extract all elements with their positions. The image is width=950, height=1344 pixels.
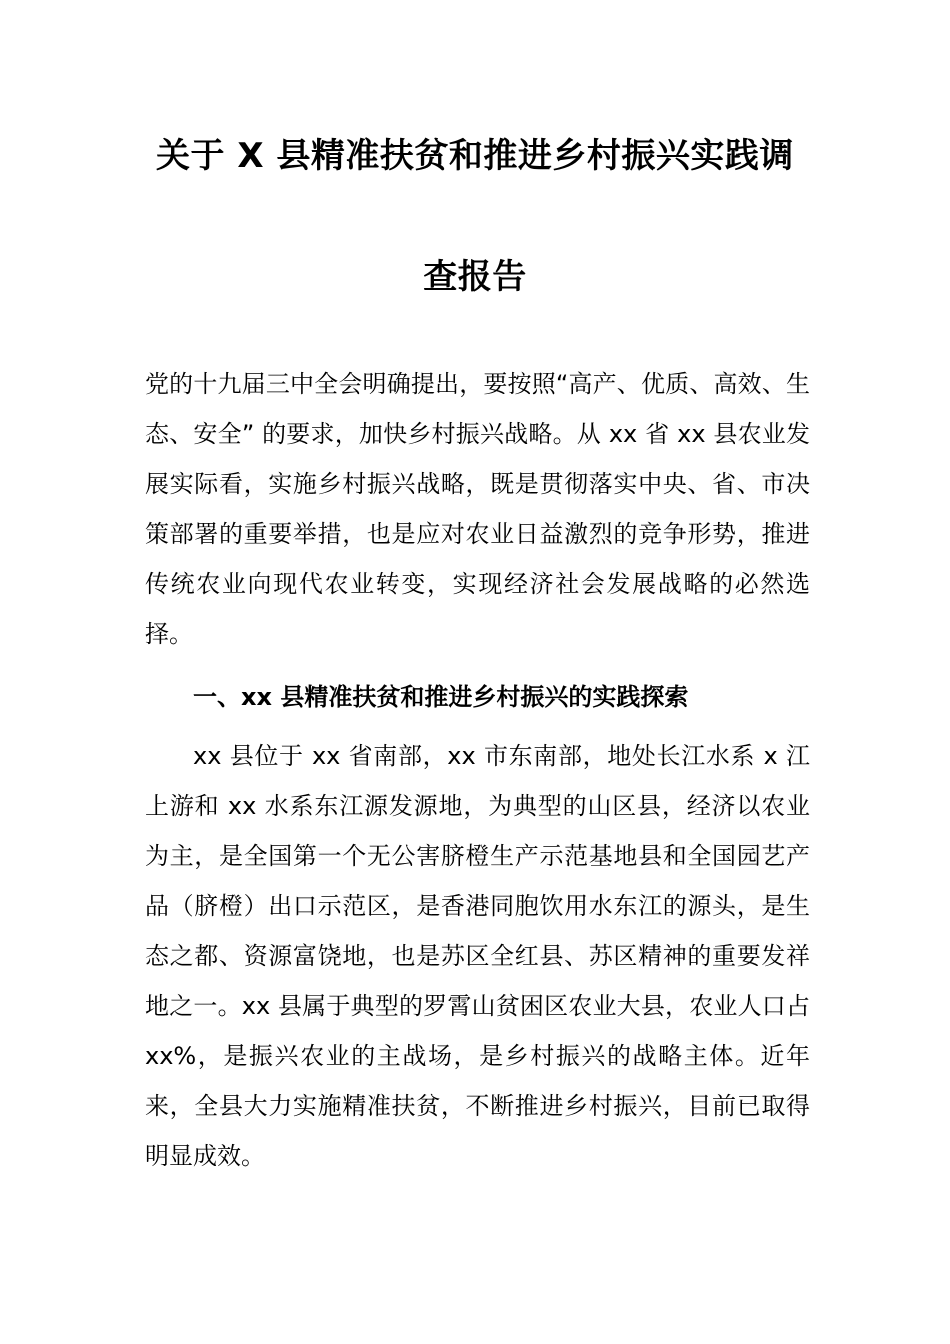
document-title-line-1: 关于 X 县精准扶贫和推进乡村振兴实践调: [156, 136, 794, 176]
section-1-paragraph: xx 县位于 xx 省南部，xx 市东南部，地处长江水系 x 江上游和 xx 水系东江源发源地，为典型的山区县，经济以农业为主，是全国第一个无公害脐橙生产示范基地县和全国园艺产品（脐橙）出口示范区，是香港同胞饮用水东江的源头，是生态之都、资源富饶地，也是苏区全红县、苏区精神的重要发祥地之一。xx 县属于典型的罗霄山贫困区农业大县，农业人口占 xx%，是振兴农业的主战场，是乡村振兴的战略主体。近年来，全县大力实施精准扶贫，不断推进乡村振兴，目前已取得明显成效。: [145, 742, 810, 1170]
intro-paragraph: 党的十九届三中全会明确提出，要按照“高产、优质、高效、生态、安全” 的要求，加快乡村振兴战略。从 xx 省 xx 县农业发展实际看，实施乡村振兴战略，既是贯彻落实中央、省、市决策部署的重要举措，也是应对农业日益激烈的竞争形势，推进传统农业向现代农业转变，实现经济社会发展战略的必然选择。: [145, 370, 810, 648]
document-title-line-2: 查报告: [423, 257, 527, 297]
section-heading-1: 一、xx 县精准扶贫和推进乡村振兴的实践探索: [193, 683, 689, 711]
